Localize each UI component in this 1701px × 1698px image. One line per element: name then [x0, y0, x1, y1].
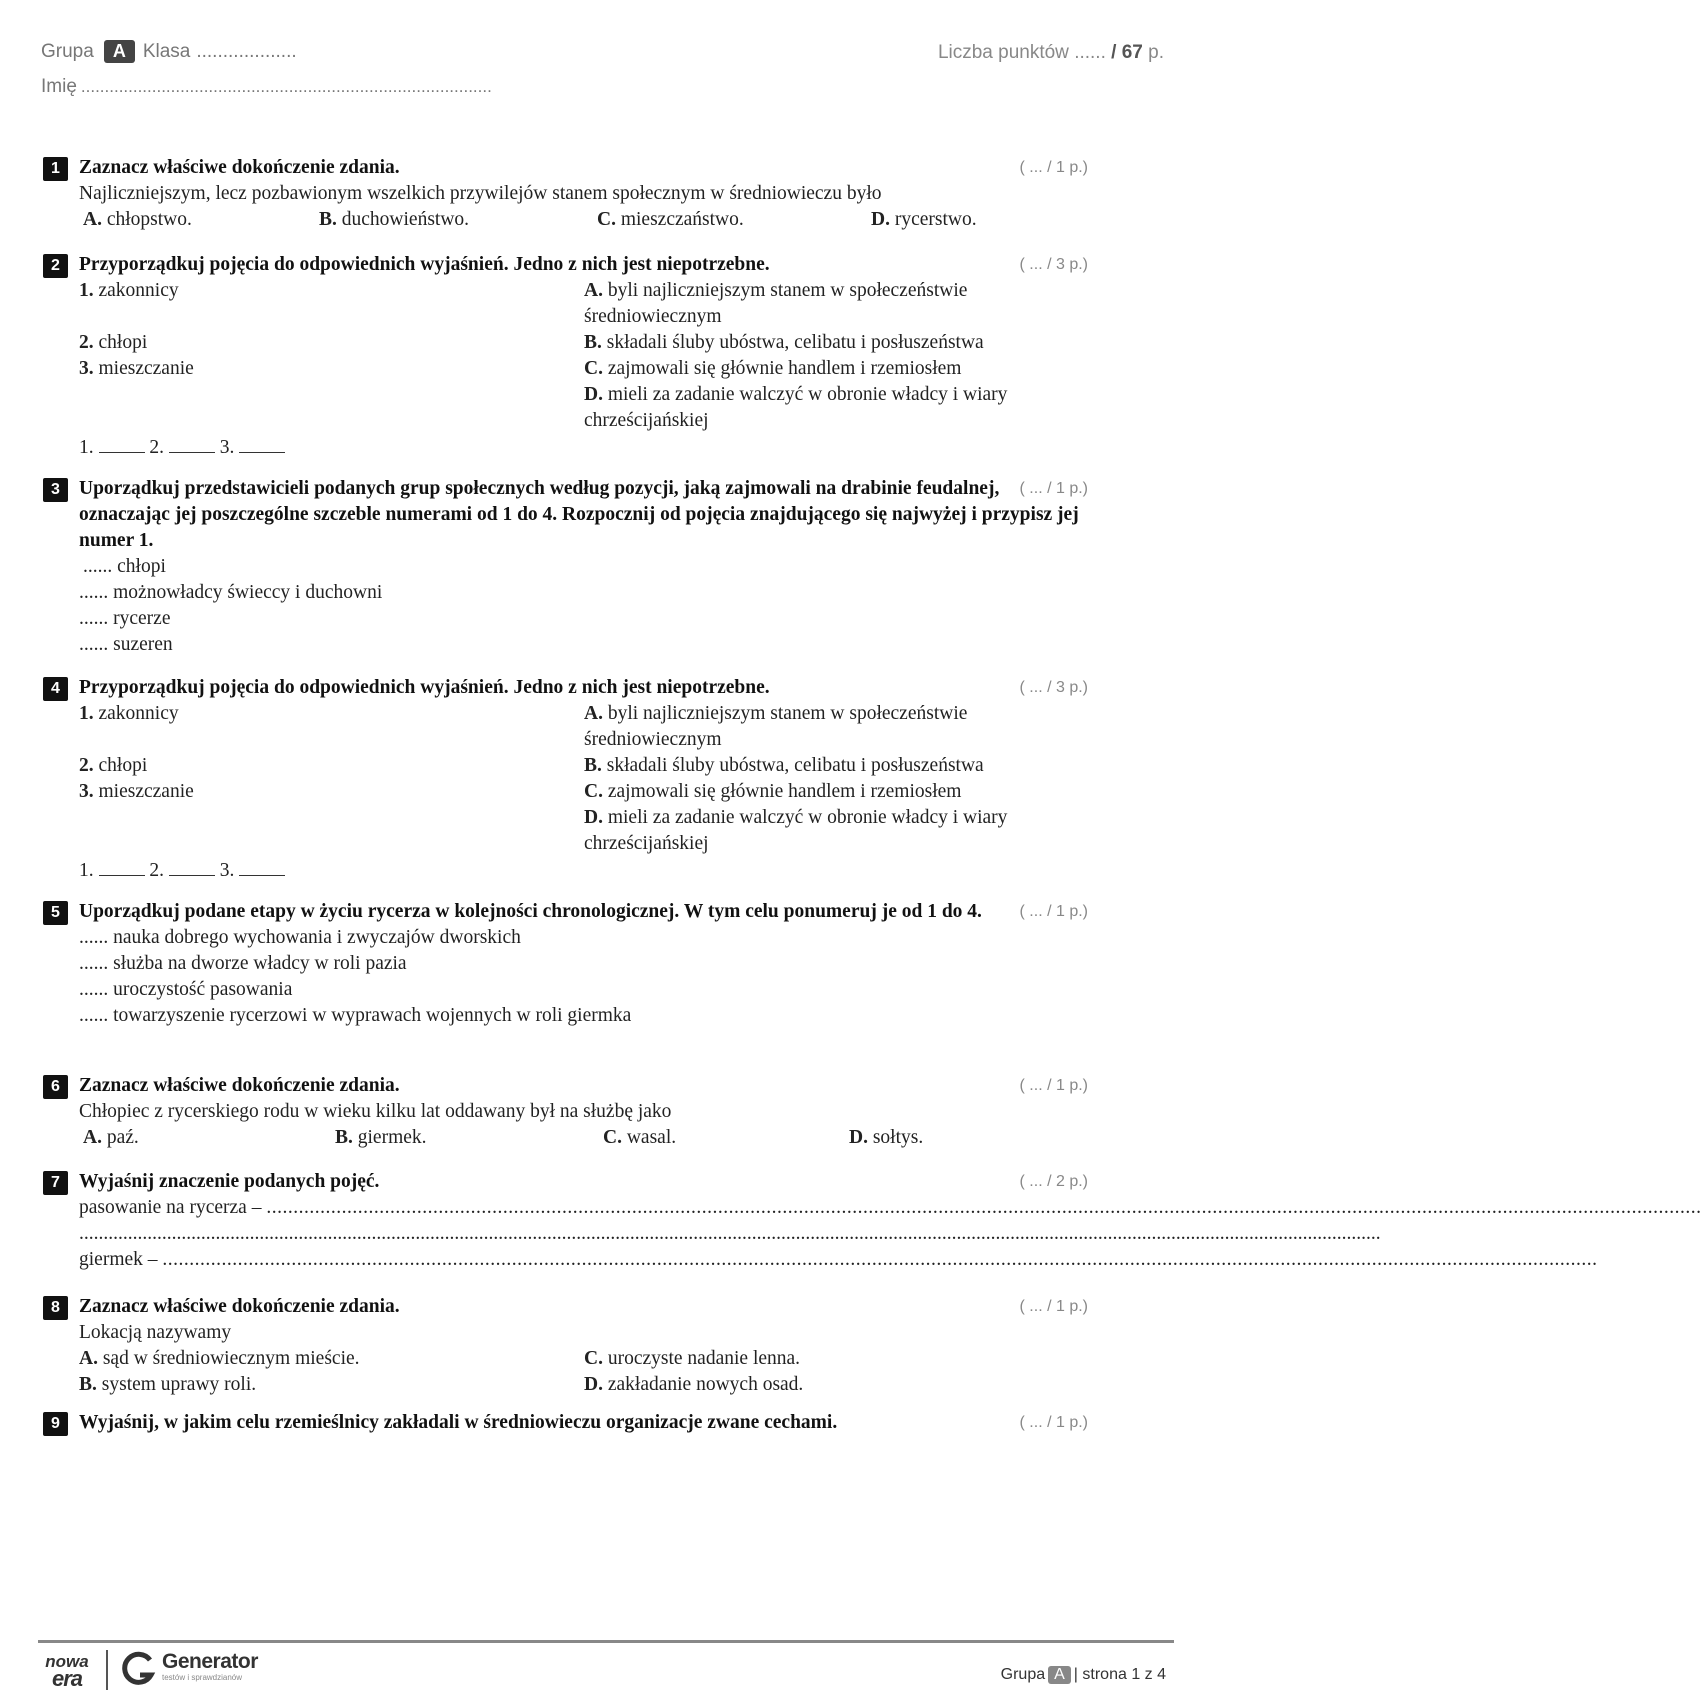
option-a[interactable]: A. chłopstwo. [83, 209, 192, 230]
answer-blank[interactable] [239, 857, 285, 876]
definition-line[interactable]: giermek – ........................................................................................................................................................................................................................................................................... [79, 1249, 1598, 1270]
order-item[interactable]: ...... rycerze [79, 608, 171, 629]
task-question: Wyjaśnij znaczenie podanych pojęć. [79, 1171, 380, 1192]
order-item[interactable]: ...... nauka dobrego wychowania i zwyczajów dworskich [79, 927, 521, 948]
task-7 [43, 1169, 1701, 1273]
match-definition: A. byli najliczniejszym stanem w społeczeństwie średniowiecznym [584, 280, 968, 327]
name-label: Imię [41, 76, 77, 97]
definition-line[interactable]: pasowanie na rycerza – ........................................................................................................................................................................................................................................................................... [79, 1197, 1701, 1218]
task-4 [43, 675, 1088, 884]
match-term: 2. chłopi [79, 332, 148, 353]
answer-blank[interactable] [99, 434, 145, 453]
task-question: Zaznacz właściwe dokończenie zdania. [79, 157, 400, 178]
order-item[interactable]: ...... towarzyszenie rycerzowi w wyprawach wojennych w roli giermka [79, 1005, 632, 1026]
task-points: ( ... / 1 p.) [1019, 1077, 1088, 1094]
task-number: 5 [43, 901, 68, 925]
answer-blank[interactable] [99, 857, 145, 876]
order-item[interactable]: ...... służba na dworze władcy w roli pazia [79, 953, 407, 974]
option-c[interactable]: C. mieszczaństwo. [597, 209, 744, 230]
match-definition: B. składali śluby ubóstwa, celibatu i posłuszeństwa [584, 755, 984, 776]
task-6 [43, 1073, 1088, 1151]
task-points: ( ... / 1 p.) [1019, 903, 1088, 920]
match-definition: B. składali śluby ubóstwa, celibatu i posłuszeństwa [584, 332, 984, 353]
task-1 [43, 155, 1088, 233]
group-label: Grupa [41, 40, 94, 62]
task-question: Przyporządkuj pojęcia do odpowiednich wyjaśnień. Jedno z nich jest niepotrzebne. [79, 677, 770, 698]
answer-blank[interactable] [169, 857, 215, 876]
match-term: 1. zakonnicy [79, 280, 179, 301]
task-number: 1 [43, 157, 68, 181]
task-3 [43, 476, 1088, 658]
task-points: ( ... / 2 p.) [1019, 1173, 1088, 1190]
option-b[interactable]: B. giermek. [335, 1127, 427, 1148]
option-b[interactable]: B. duchowieństwo. [319, 209, 470, 230]
task-points: ( ... / 1 p.) [1019, 1414, 1088, 1431]
task-5 [43, 899, 1088, 1029]
order-item[interactable]: ...... możnowładcy świeccy i duchowni [79, 582, 383, 603]
task-points: ( ... / 1 p.) [1019, 480, 1088, 497]
task-8 [43, 1294, 1088, 1398]
match-definition: A. byli najliczniejszym stanem w społeczeństwie średniowiecznym [584, 703, 968, 750]
match-term: 3. mieszczanie [79, 358, 194, 379]
task-number: 4 [43, 677, 68, 701]
task-points: ( ... / 3 p.) [1019, 679, 1088, 696]
class-label: Klasa [142, 40, 191, 62]
group-badge: A [104, 40, 135, 63]
answer-blank[interactable] [239, 434, 285, 453]
order-item[interactable]: ...... uroczystość pasowania [79, 979, 293, 1000]
score-summary [938, 42, 1164, 64]
nowa-era-logo: nowa era [45, 1652, 89, 1691]
option-d[interactable]: D. rycerstwo. [871, 209, 977, 230]
definition-continuation-line[interactable]: ........................................................................................................................................................................................................................................................................... [79, 1223, 1381, 1244]
option-d[interactable]: D. zakładanie nowych osad. [584, 1374, 804, 1395]
logo-divider [106, 1650, 108, 1690]
option-b[interactable]: B. system uprawy roli. [79, 1374, 257, 1395]
order-item[interactable]: ...... chłopi [83, 556, 166, 577]
task-2 [43, 252, 1088, 461]
order-item[interactable]: ...... suzeren [79, 634, 173, 655]
generator-g-icon [120, 1651, 156, 1689]
publisher-logo [40, 1650, 258, 1690]
task-stem: Chłopiec z rycerskiego rodu w wieku kilku lat oddawany był na służbę jako [79, 1101, 672, 1122]
name-field[interactable]: ....................................................................................... [80, 77, 492, 96]
task-question: Uporządkuj podane etapy w życiu rycerza w kolejności chronologicznej. W tym celu ponumeruj je od 1 do 4. [79, 901, 982, 922]
points-field[interactable]: ...... [1074, 42, 1106, 63]
answer-lines: 1. 2. 3. [79, 434, 1079, 461]
option-d[interactable]: D. sołtys. [849, 1127, 924, 1148]
task-question: Przyporządkuj pojęcia do odpowiednich wyjaśnień. Jedno z nich jest niepotrzebne. [79, 254, 770, 275]
match-term: 3. mieszczanie [79, 781, 194, 802]
task-points: ( ... / 3 p.) [1019, 256, 1088, 273]
task-number: 3 [43, 478, 68, 502]
answer-blank[interactable] [169, 434, 215, 453]
option-a[interactable]: A. sąd w średniowiecznym mieście. [79, 1348, 360, 1369]
generator-title: Generator [162, 1650, 258, 1673]
match-definition: D. mieli za zadanie walczyć w obronie władcy i wiary chrześcijańskiej [584, 807, 1008, 854]
match-term: 2. chłopi [79, 755, 148, 776]
class-field[interactable]: ................... [196, 40, 297, 62]
task-number: 9 [43, 1412, 68, 1436]
task-number: 8 [43, 1296, 68, 1320]
task-question: Zaznacz właściwe dokończenie zdania. [79, 1075, 400, 1096]
match-definition: D. mieli za zadanie walczyć w obronie władcy i wiary chrześcijańskiej [584, 384, 1008, 431]
task-points: ( ... / 1 p.) [1019, 159, 1088, 176]
footer-group-badge: A [1048, 1666, 1071, 1684]
points-total: / 67 [1111, 42, 1143, 63]
task-number: 7 [43, 1171, 68, 1195]
match-term: 1. zakonnicy [79, 703, 179, 724]
task-stem: Lokacją nazywamy [79, 1322, 232, 1343]
task-stem: Najliczniejszym, lecz pozbawionym wszelkich przywilejów stanem społecznym w średniowieczu było [79, 183, 882, 204]
option-c[interactable]: C. wasal. [603, 1127, 677, 1148]
task-question: Wyjaśnij, w jakim celu rzemieślnicy zakładali w średniowieczu organizacje zwane cechami. [79, 1412, 838, 1433]
generator-subtitle: testów i sprawdzianów [162, 1673, 243, 1682]
points-label: Liczba punktów [937, 42, 1069, 63]
option-c[interactable]: C. uroczyste nadanie lenna. [584, 1348, 801, 1369]
task-question: Zaznacz właściwe dokończenie zdania. [79, 1296, 400, 1317]
task-9 [43, 1410, 1088, 1436]
answer-lines: 1. 2. 3. [79, 857, 1079, 884]
points-unit: p. [1148, 42, 1164, 63]
match-definition: C. zajmowali się głównie handlem i rzemiosłem [584, 781, 962, 802]
task-question: Uporządkuj przedstawicieli podanych grup społecznych według pozycji, jaką zajmowali na drabinie feudalnej, oznaczając jej poszczególne szczeble numerami od 1 do 4. Rozpocznij od pojęcia znajdującego się najwyżej i przypisz jej numer 1. [79, 478, 1079, 551]
task-number: 6 [43, 1075, 68, 1099]
page-indicator: Grupa A | strona 1 z 4 [1000, 1666, 1166, 1683]
footer-divider [38, 1640, 1174, 1643]
match-definition: C. zajmowali się głównie handlem i rzemiosłem [584, 358, 962, 379]
task-points: ( ... / 1 p.) [1019, 1298, 1088, 1315]
option-a[interactable]: A. paź. [83, 1127, 139, 1148]
task-number: 2 [43, 254, 68, 278]
